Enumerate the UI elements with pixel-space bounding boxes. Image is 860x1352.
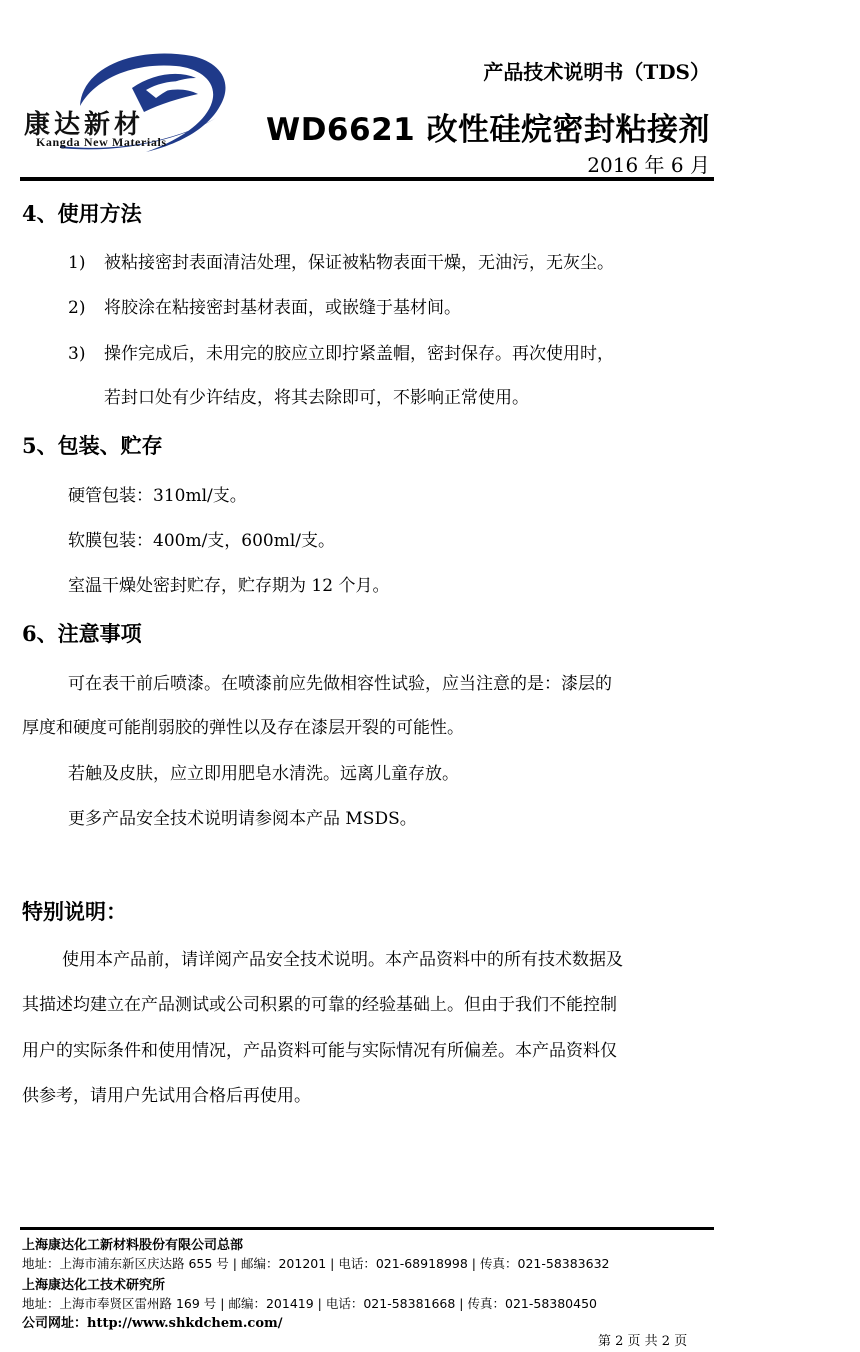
usage-item-text: 将胶涂在粘接密封基材表面，或嵌缝于基材间。: [104, 298, 461, 318]
usage-item-3: [68, 339, 614, 364]
document-date: 2016 年 6 月: [587, 153, 710, 177]
special-line: 其描述均建立在产品测试或公司积累的可靠的经验基础上。但由于我们不能控制: [22, 995, 617, 1015]
special-line: 供参考，请用户先试用合格后再使用。: [22, 1086, 311, 1106]
packaging-line-hard-tube: 硬管包装：310ml/支。: [68, 486, 247, 506]
usage-item-text: 操作完成后，未用完的胶应立即拧紧盖帽，密封保存。再次使用时，: [104, 344, 614, 364]
logo-name-cn: 康达新材: [24, 110, 145, 140]
header-divider: [20, 177, 714, 181]
company-logo: [20, 48, 230, 158]
footer-institute-name: 上海康达化工技术研究所: [22, 1278, 166, 1293]
usage-item-2: [68, 293, 461, 318]
logo-name-en: Kangda New Materials: [36, 135, 167, 149]
footer-hq-address: 地址：上海市浦东新区庆达路 655 号 | 邮编：201201 | 电话：021-68918998 | 传真：021-58383632: [22, 1256, 610, 1271]
page-number: 第 2 页 共 2 页: [598, 1334, 688, 1349]
footer-hq-name: 上海康达化工新材料股份有限公司总部: [22, 1238, 244, 1253]
packaging-line-soft-film: 软膜包装：400m/支，600ml/支。: [68, 531, 336, 551]
notes-line: 若触及皮肤，应立即用肥皂水清洗。远离儿童存放。: [68, 764, 459, 784]
usage-item-number: 1): [68, 253, 86, 273]
document-type: 产品技术说明书（TDS）: [483, 60, 710, 84]
notes-line: 厚度和硬度可能削弱胶的弹性以及存在漆层开裂的可能性。: [22, 718, 464, 738]
section-heading-usage: 4、使用方法: [22, 201, 142, 226]
section-heading-packaging: 5、包装、贮存: [22, 433, 163, 458]
notes-line: 可在表干前后喷漆。在喷漆前应先做相容性试验，应当注意的是：漆层的: [68, 674, 612, 694]
special-line: 使用本产品前，请详阅产品安全技术说明。本产品资料中的所有技术数据及: [62, 950, 623, 970]
section-heading-special: 特别说明：: [22, 899, 127, 924]
footer-institute-address: 地址：上海市奉贤区雷州路 169 号 | 邮编：201419 | 电话：021-58381668 | 传真：021-58380450: [22, 1296, 597, 1311]
special-line: 用户的实际条件和使用情况，产品资料可能与实际情况有所偏差。本产品资料仅: [22, 1041, 617, 1061]
section-heading-notes: 6、注意事项: [22, 621, 142, 646]
usage-item-text: 被粘接密封表面清洁处理，保证被粘物表面干燥，无油污，无灰尘。: [104, 253, 614, 273]
usage-item-1: [68, 248, 614, 273]
notes-line: 更多产品安全技术说明请参阅本产品 MSDS。: [68, 809, 417, 829]
usage-item-3-continued: 若封口处有少许结皮，将其去除即可，不影响正常使用。: [104, 388, 529, 408]
usage-item-number: 2): [68, 298, 86, 318]
usage-item-number: 3): [68, 344, 86, 364]
footer-website: 公司网址：http://www.shkdchem.com/: [22, 1316, 283, 1331]
product-title: WD6621 改性硅烷密封粘接剂: [266, 112, 710, 148]
footer-divider: [20, 1227, 714, 1230]
storage-line: 室温干燥处密封贮存，贮存期为 12 个月。: [68, 576, 390, 596]
